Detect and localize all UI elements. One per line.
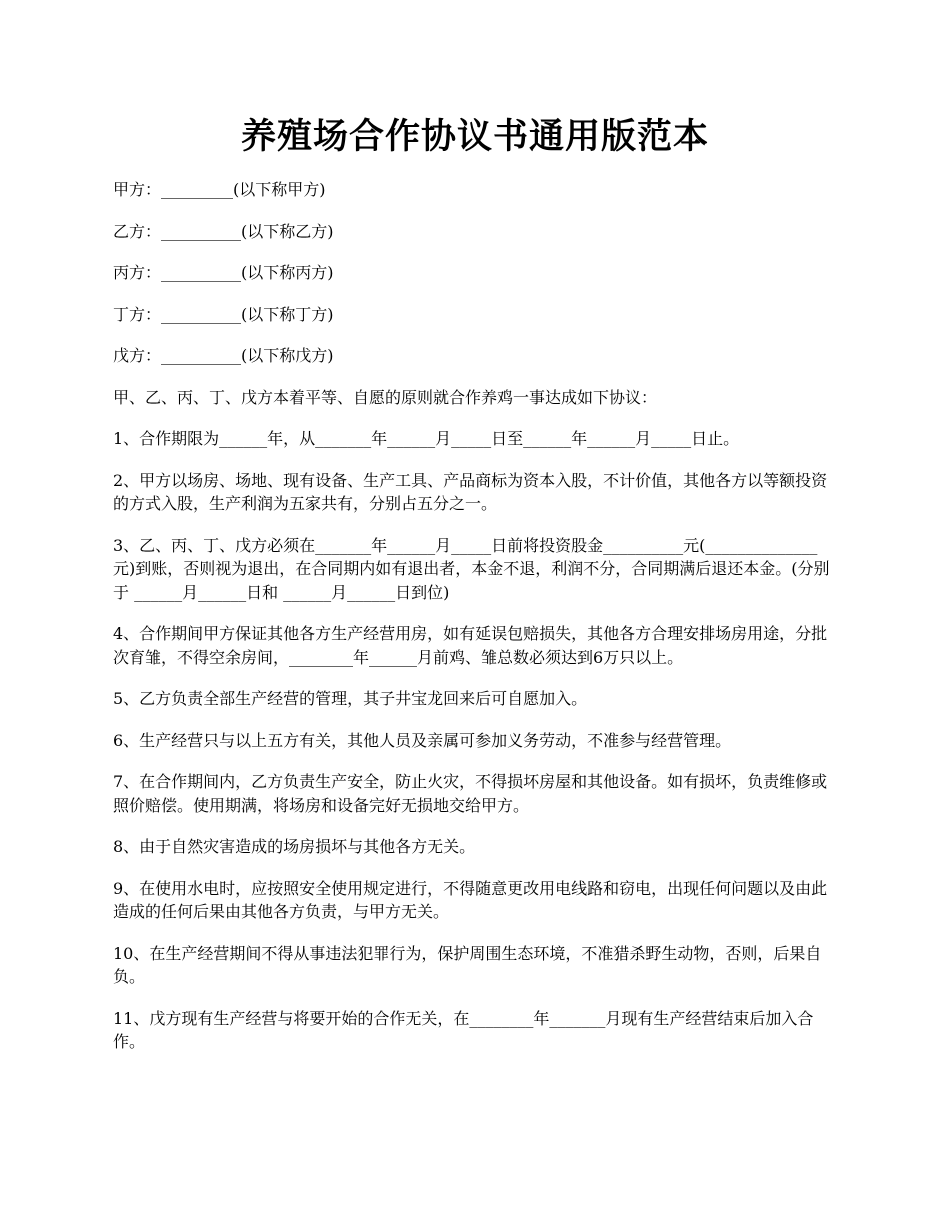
clause-5: 5、乙方负责全部生产经营的管理，其子井宝龙回来后可自愿加入。 [113, 689, 588, 708]
party-ding-line: 丁方：__________(以下称丁方) [113, 304, 334, 324]
clause-10: 10、在生产经营期间不得从事违法犯罪行为，保护周围生态环境，不准猎杀野生动物，否则，后果自负。 [113, 943, 822, 986]
document-title: 养殖场合作协议书通用版范本 [240, 116, 709, 157]
clause-3: 3、乙、丙、丁、戊方必须在_______年______月_____日前将投资股金__________元(______________元)到账，否则视为退出，在合同期内如有退出者，本金不退，利润不分，合同期满后退还本金。(分别于 ______月______日和 ______月______日到位) [113, 535, 830, 602]
clause-11: 11、戊方现有生产经营与将要开始的合作无关，在________年_______月现有生产经营结束后加入合作。 [113, 1008, 814, 1051]
party-bing-line: 丙方：__________(以下称丙方) [113, 263, 334, 282]
clause-7: 7、在合作期间内，乙方负责生产安全，防止火灾，不得损坏房屋和其他设备。如有损坏，负责维修或照价赔偿。使用期满，将场房和设备完好无损地交给甲方。 [113, 772, 828, 815]
party-wu-line: 戊方：__________(以下称戊方) [113, 346, 334, 365]
party-jia-line: 甲方：_________(以下称甲方) [113, 180, 326, 199]
clause-6: 6、生产经营只与以上五方有关，其他人员及亲属可参加义务劳动，不准参与经营管理。 [113, 730, 732, 750]
clause-8: 8、由于自然灾害造成的场房损坏与其他各方无关。 [113, 837, 476, 856]
clause-4: 4、合作期间甲方保证其他各方生产经营用房，如有延误包赔损失，其他各方合理安排场房用途，分批次育雏，不得空余房间，________年______月前鸡、雏总数必须达到6万只以上。 [113, 624, 828, 667]
document-body [113, 178, 837, 1072]
clause-2: 2、甲方以场房、场地、现有设备、生产工具、产品商标为资本入股，不计价值，其他各方以等额投资的方式入股，生产利润为五家共有，分别占五分之一。 [113, 470, 828, 513]
clause-9: 9、在使用水电时，应按照安全使用规定进行，不得随意更改用电线路和窃电，出现任何问题以及由此造成的任何后果由其他各方负责，与甲方无关。 [113, 878, 828, 921]
clause-1: 1、合作期限为______年，从_______年______月_____日至______年______月_____日止。 [113, 429, 740, 448]
intro-paragraph: 甲、乙、丙、丁、戊方本着平等、自愿的原则就合作养鸡一事达成如下协议： [113, 387, 658, 407]
party-yi-line: 乙方：__________(以下称乙方) [113, 221, 334, 241]
